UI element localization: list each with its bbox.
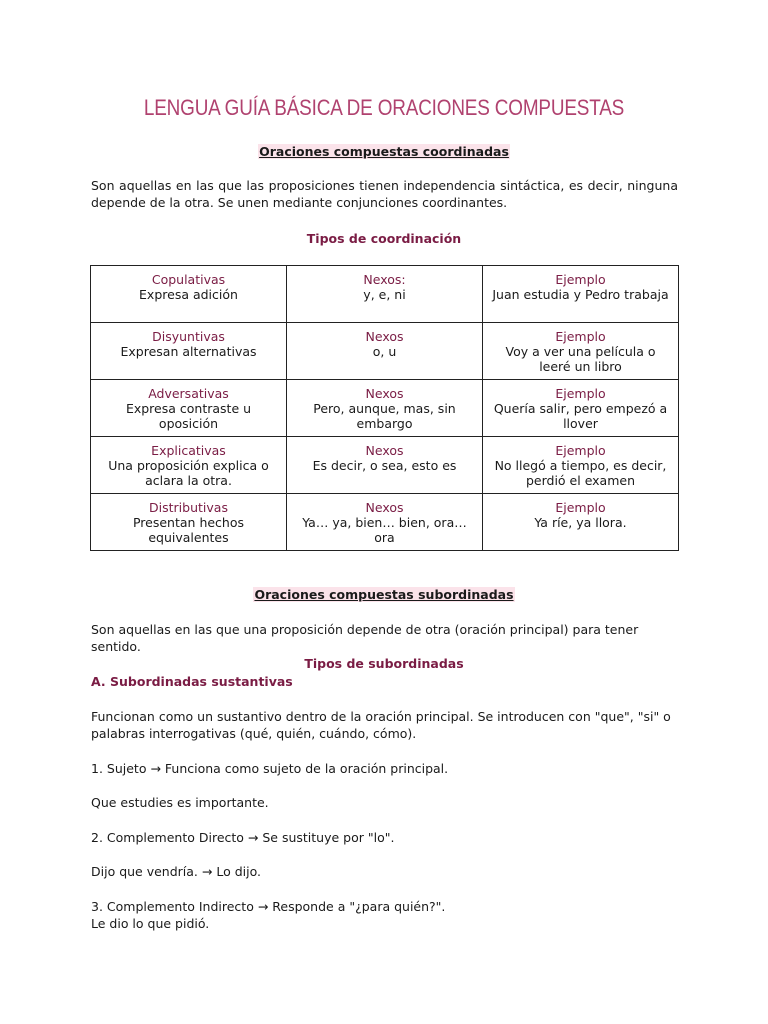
coordinadas-heading-text: Oraciones compuestas coordinadas xyxy=(259,144,509,159)
nexos-cell: Nexos o, u xyxy=(287,323,483,380)
table-row xyxy=(91,437,679,494)
list-item: 1. Sujeto → Funciona como sujeto de la oración principal. xyxy=(91,761,449,776)
table-row xyxy=(91,323,679,380)
nexos-cell: Nexos Pero, aunque, mas, sin embargo xyxy=(287,380,483,437)
section-a-heading: A. Subordinadas sustantivas xyxy=(91,674,293,689)
list-item: Que estudies es importante. xyxy=(91,795,269,810)
example-cell: Ejemplo Ya ríe, ya llora. xyxy=(483,494,679,551)
list-item: 3. Complemento Indirecto → Responde a "¿para quién?". xyxy=(91,899,446,914)
coordinadas-paragraph: Son aquellas en las que las proposiciones tienen independencia sintáctica, es decir, ninguna depende de la otra. Se unen mediante conjunciones coordinantes. xyxy=(91,178,678,210)
subordinadas-paragraph: Son aquellas en las que una proposición depende de otra (oración principal) para tener sentido. xyxy=(91,622,639,654)
example-cell: Ejemplo Voy a ver una película o leeré un libro xyxy=(483,323,679,380)
list-item: Le dio lo que pidió. xyxy=(91,916,210,931)
table-row xyxy=(91,380,679,437)
list-item: 2. Complemento Directo → Se sustituye por "lo". xyxy=(91,830,395,845)
example-cell: Ejemplo Quería salir, pero empezó a llover xyxy=(483,380,679,437)
type-cell: Distributivas Presentan hechos equivalentes xyxy=(91,494,287,551)
page-title: LENGUA GUÍA BÁSICA DE ORACIONES COMPUESTAS xyxy=(143,95,625,120)
nexos-cell: Nexos Ya… ya, bien… bien, ora… ora xyxy=(287,494,483,551)
tipos-coordinacion-heading: Tipos de coordinación xyxy=(306,231,462,246)
coordination-table xyxy=(90,265,679,551)
example-cell: Ejemplo Juan estudia y Pedro trabaja xyxy=(483,266,679,323)
section-a-paragraph: Funcionan como un sustantivo dentro de la oración principal. Se introducen con "que", "si" o palabras interrogativas (qué, quién, cuándo, cómo). xyxy=(91,709,671,741)
coordinadas-heading xyxy=(0,144,768,159)
type-cell: Explicativas Una proposición explica o aclara la otra. xyxy=(91,437,287,494)
table-row xyxy=(91,494,679,551)
subordinadas-heading xyxy=(0,587,768,602)
type-cell: Adversativas Expresa contraste u oposición xyxy=(91,380,287,437)
subordinadas-heading-text: Oraciones compuestas subordinadas xyxy=(254,587,514,602)
type-cell: Disyuntivas Expresan alternativas xyxy=(91,323,287,380)
table-row xyxy=(91,266,679,323)
nexos-cell: Nexos Es decir, o sea, esto es xyxy=(287,437,483,494)
tipos-subordinadas-heading: Tipos de subordinadas xyxy=(304,656,464,671)
list-item: Dijo que vendría. → Lo dijo. xyxy=(91,864,261,879)
type-cell: Copulativas Expresa adición xyxy=(91,266,287,323)
example-cell: Ejemplo No llegó a tiempo, es decir, perdió el examen xyxy=(483,437,679,494)
nexos-cell: Nexos: y, e, ni xyxy=(287,266,483,323)
